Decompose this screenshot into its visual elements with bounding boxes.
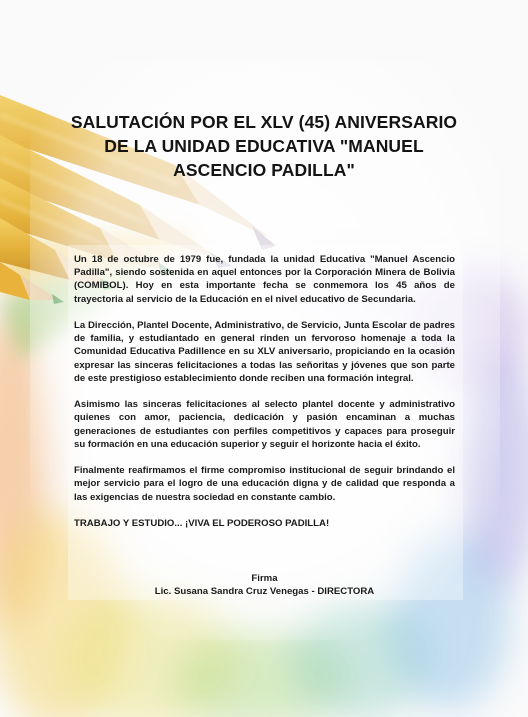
paragraph-commitment: Finalmente reafirmamos el firme compromiso institucional de seguir brindando el mejor servicio para el logro de una educación digna y de calidad que responda a las exigencias de nuestra sociedad en constante cambio. <box>74 465 455 503</box>
page-title: SALUTACIÓN POR EL XLV (45) ANIVERSARIO DE LA UNIDAD EDUCATIVA "MANUEL ASCENCIO PADILLA" <box>70 112 458 180</box>
paragraph-teachers: Asimismo las sinceras felicitaciones al selecto plantel docente y administrativo quienes con amor, paciencia, dedicación y pasión encaminan a muchas generaciones de estudiantes con perfiles competitivos y capaces para proseguir su formación en una educación superior y seguir el horizonte hacia el éxito. <box>74 399 455 450</box>
signature-block <box>74 572 455 598</box>
document-body <box>74 253 455 543</box>
paragraph-homage: La Dirección, Plantel Docente, Administrativo, de Servicio, Junta Escolar de padres de familia, y estudiantado en general rinden un fervoroso homenaje a toda la Comunidad Educativa Padillence en su XLV aniversario, propiciando en la ocasión expresar las sinceras felicitaciones a todas las señoritas y jóvenes que son parte de este prestigioso establecimiento donde reciben una formación integral. <box>74 320 455 384</box>
closing-motto: TRABAJO Y ESTUDIO... ¡VIVA EL PODEROSO PADILLA! <box>74 518 330 529</box>
paragraph-founding: Un 18 de octubre de 1979 fue, fundada la unidad Educativa "Manuel Ascencio Padilla", siendo sostenida en aquel entonces por la Corporación Minera de Bolivia (COMIBOL). Hoy en esta importante fecha se conmemora los 45 años de trayectoria al servicio de la Educación en el nivel educativo de Secundaria. <box>74 254 455 305</box>
signature-label: Firma <box>251 573 278 584</box>
signature-name: Lic. Susana Sandra Cruz Venegas - DIRECTORA <box>154 586 375 598</box>
